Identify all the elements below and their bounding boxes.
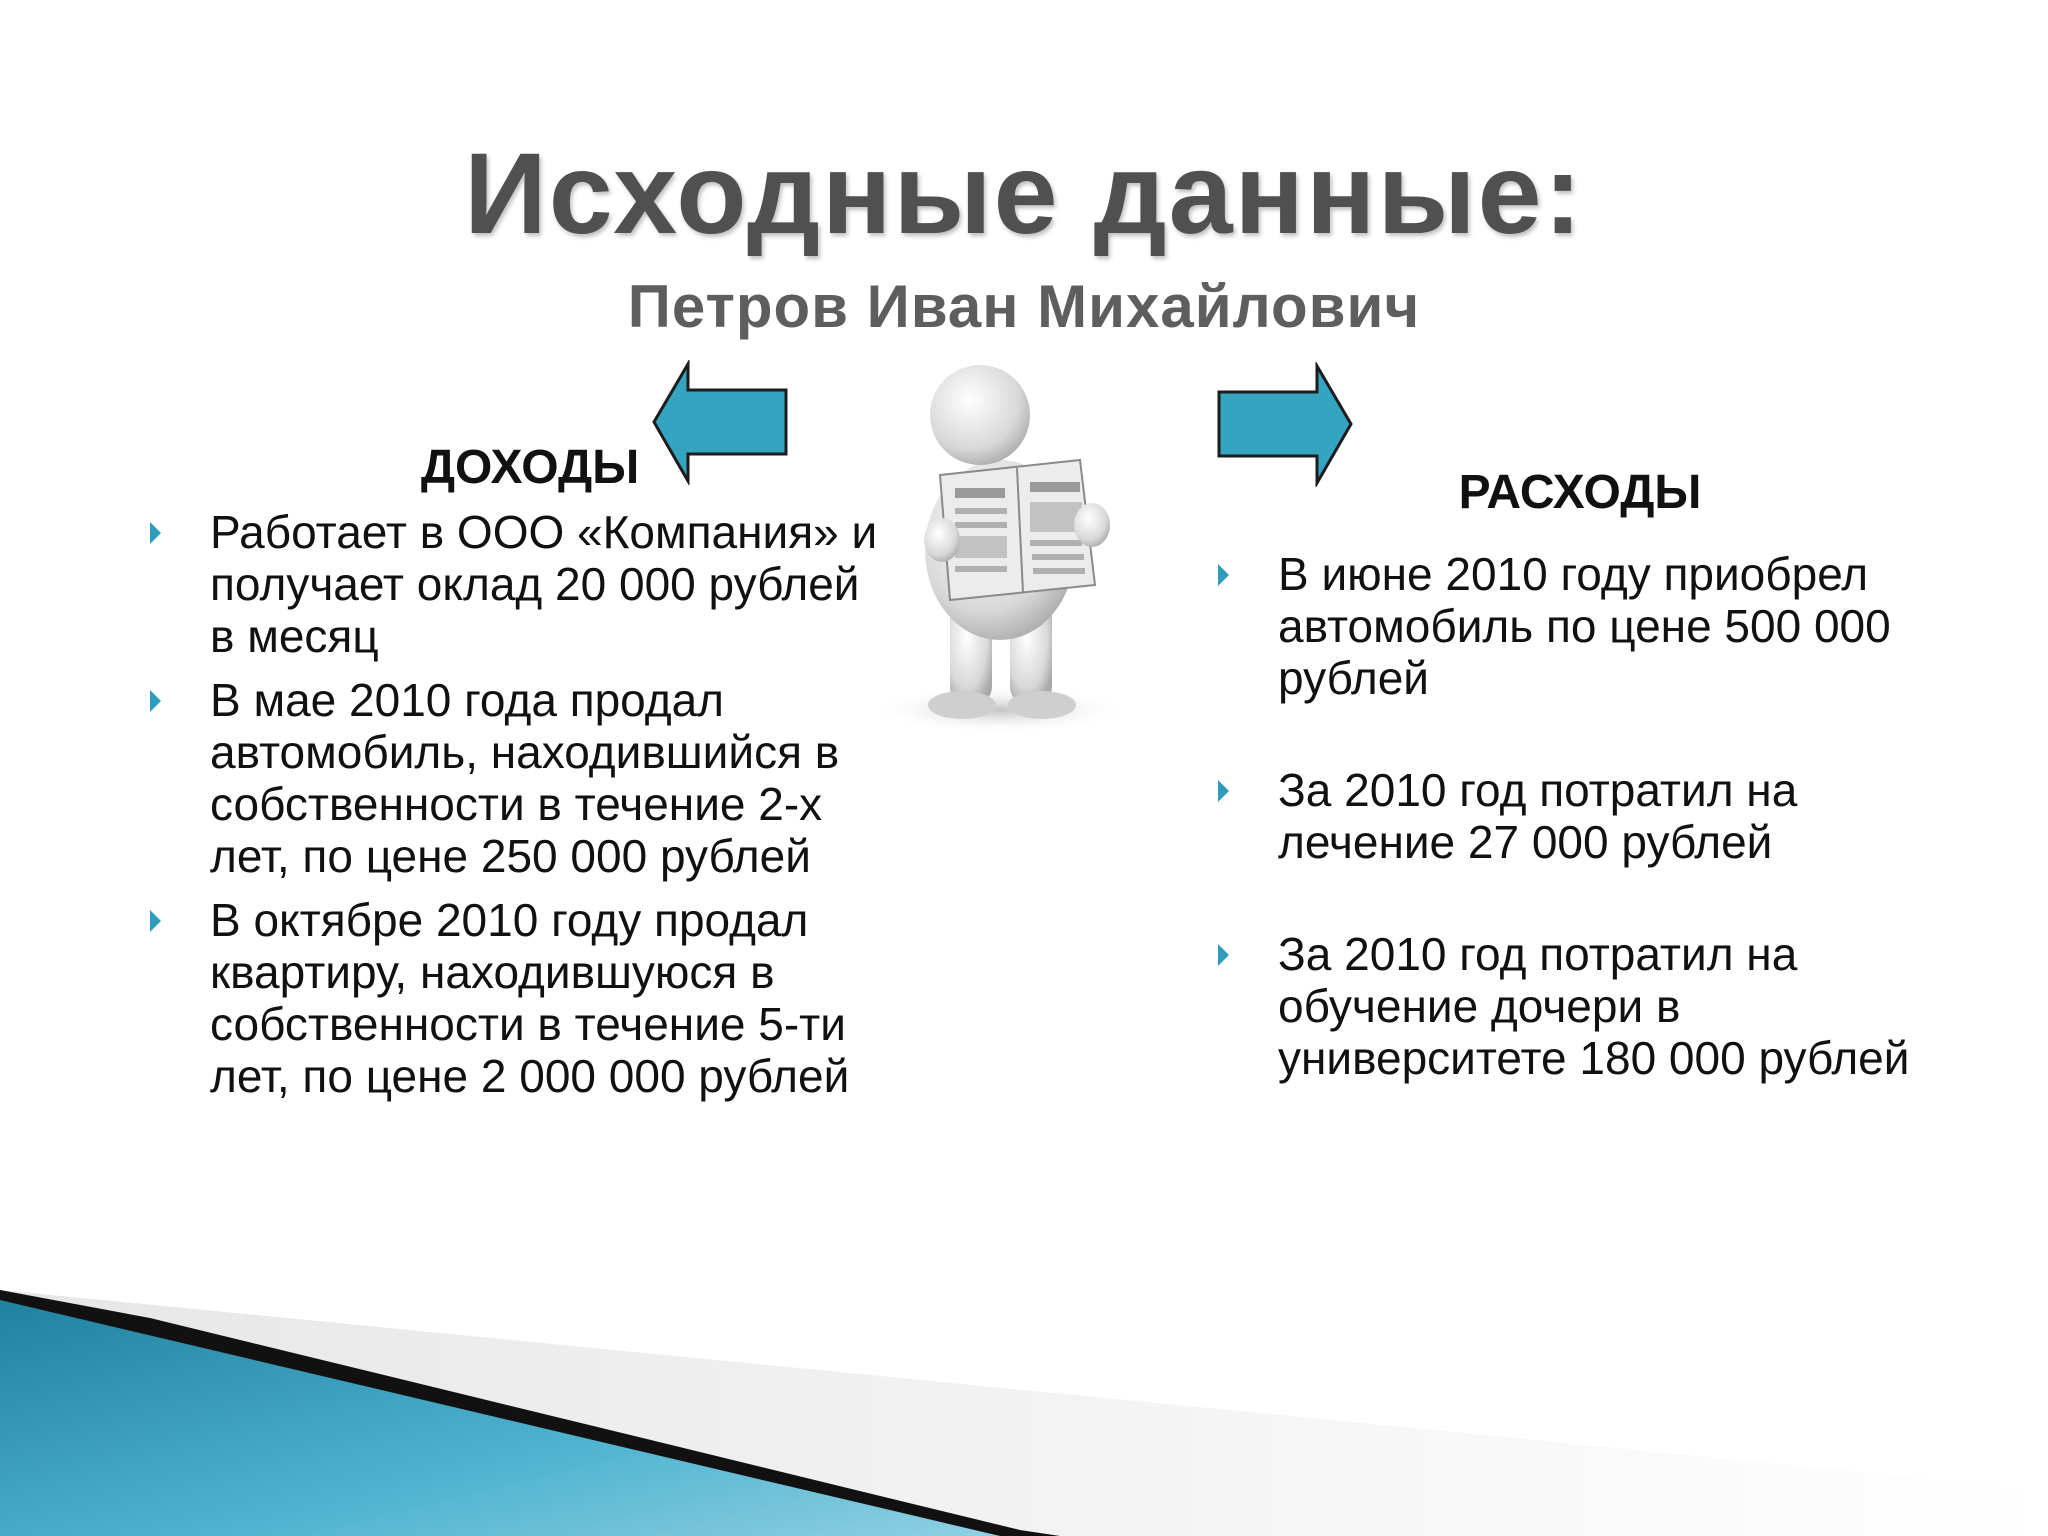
bullet-arrow-icon [150,522,161,544]
expenses-list [1218,548,1938,1144]
list-item-text: За 2010 год потратил на лечение 27 000 рублей [1278,764,1798,868]
income-heading: ДОХОДЫ [420,441,640,494]
list-item [1218,928,1938,1084]
bullet-arrow-icon [1218,780,1229,802]
list-item-text: В июне 2010 году приобрел автомобиль по цене 500 000 рублей [1278,548,1891,704]
arrow-left-icon [650,360,790,485]
list-item-text: В октябре 2010 году продал квартиру, находившуюся в собственности в течение 5-ти лет, по цене 2 000 000 рублей [210,894,850,1102]
list-item [1218,548,1938,704]
expenses-heading: РАСХОДЫ [1458,466,1702,519]
income-list [150,506,890,1114]
arrow-right-icon [1215,362,1355,487]
list-item [150,894,890,1102]
list-item-text: В мае 2010 года продал автомобиль, находившийся в собственности в течение 2-х лет, по цене 250 000 рублей [210,674,840,882]
decorative-swoosh [0,1290,2048,1536]
bullet-arrow-icon [1218,564,1229,586]
bullet-arrow-icon [1218,944,1229,966]
list-item [150,506,890,662]
slide-title: Исходные данные: [464,130,1584,258]
bullet-arrow-icon [150,910,161,932]
slide-subtitle: Петров Иван Михайлович [627,273,1421,340]
list-item [150,674,890,882]
bullet-arrow-icon [150,690,161,712]
list-item-text: За 2010 год потратил на обучение дочери в университете 180 000 рублей [1278,928,1910,1084]
list-item-text: Работает в ООО «Компания» и получает оклад 20 000 рублей в месяц [210,506,878,662]
list-item [1218,764,1938,868]
